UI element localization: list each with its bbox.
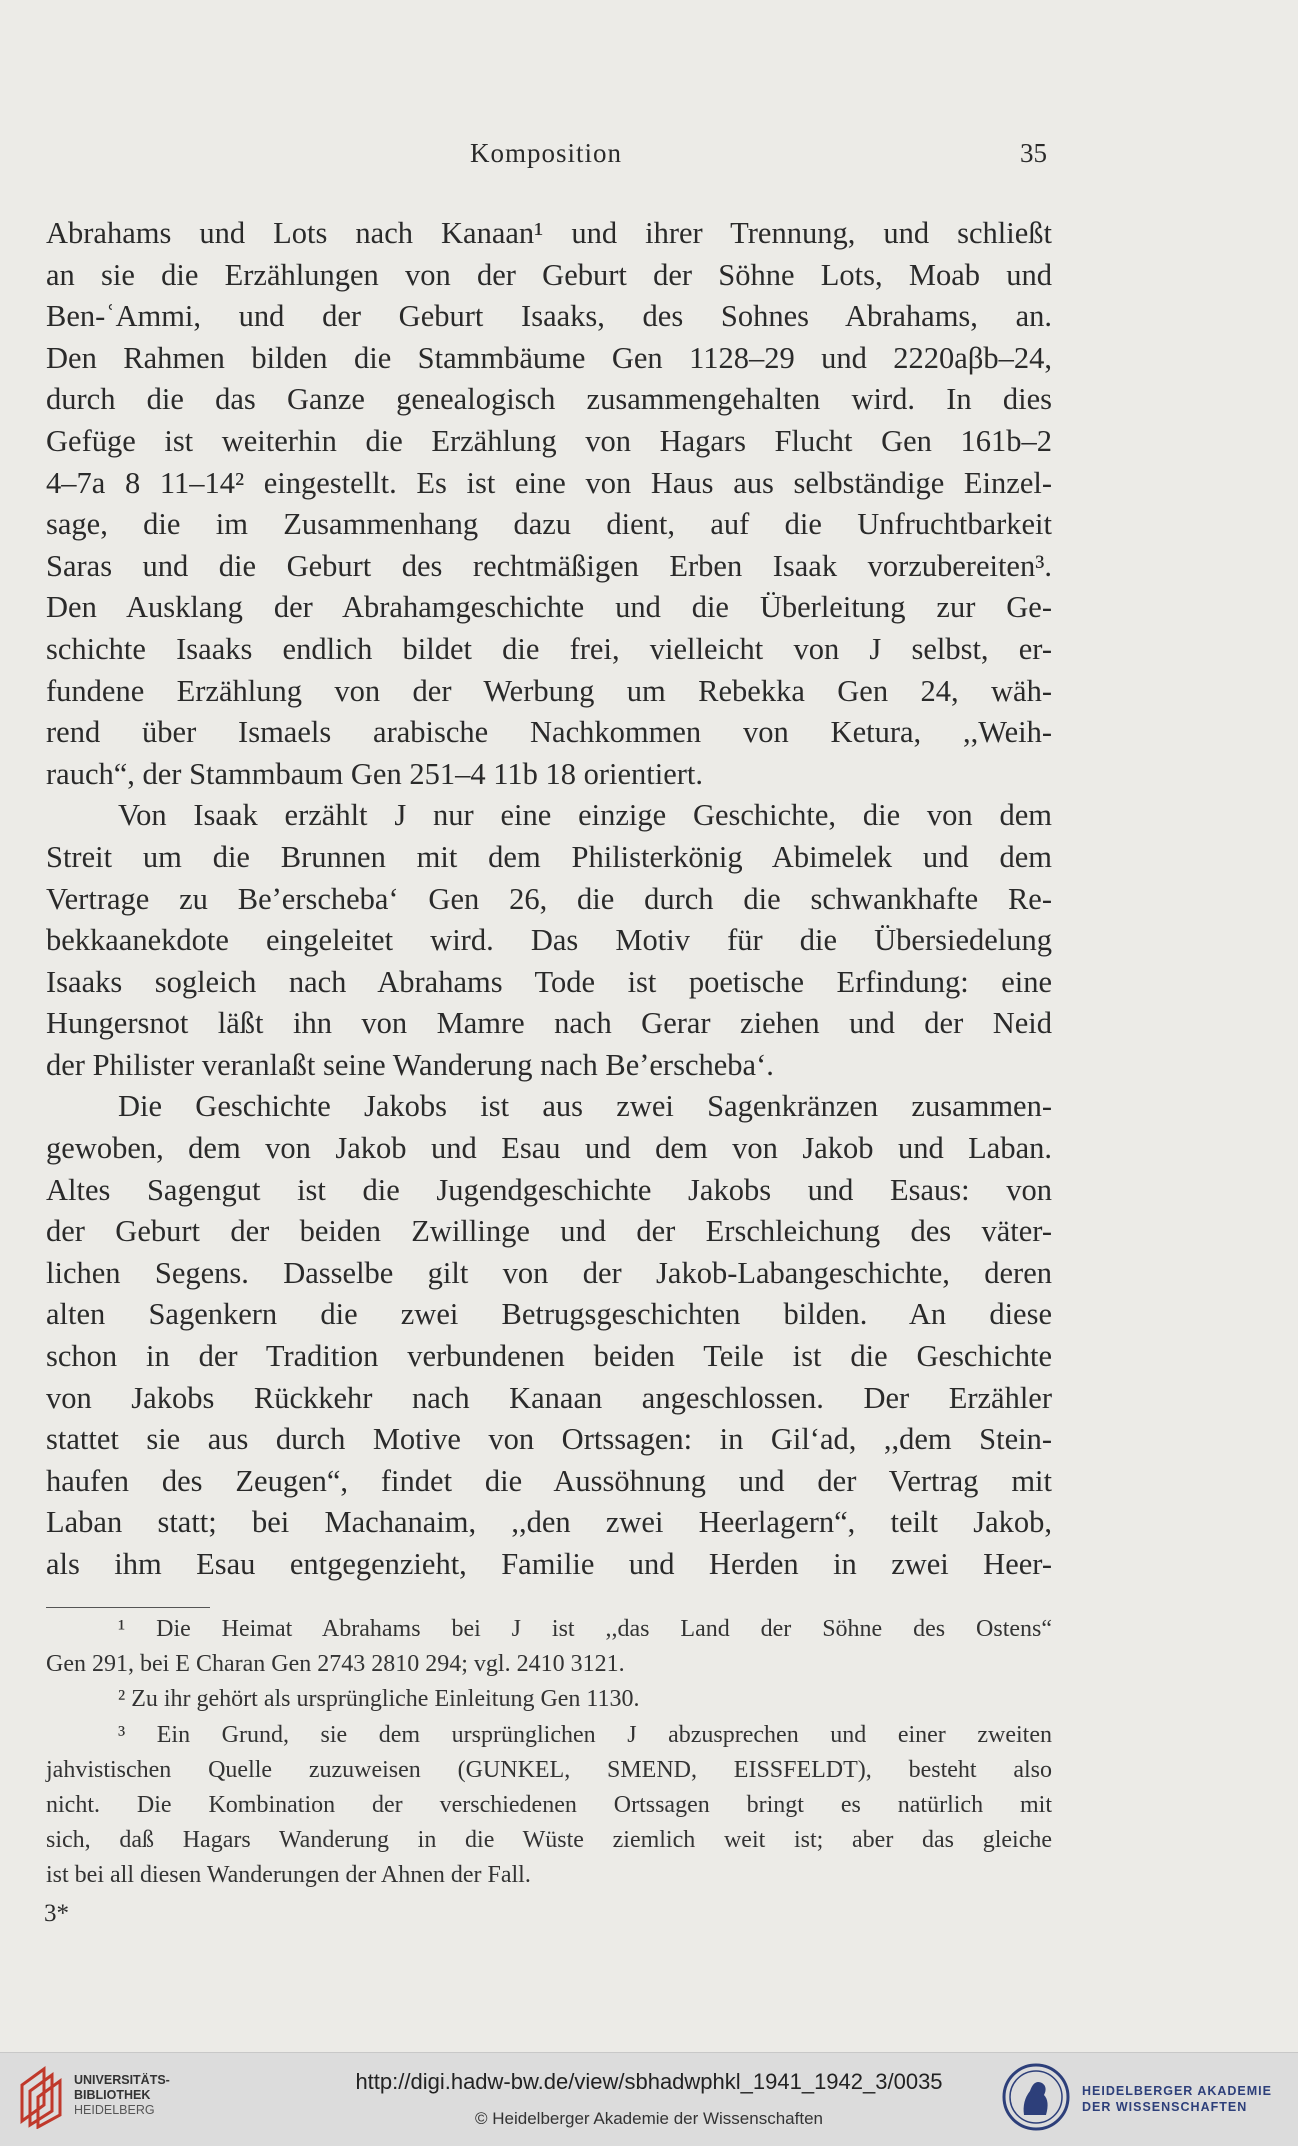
text-line: rauch“, der Stammbaum Gen 251–4 11b 18 orientiert. [46,756,703,791]
text-line: von Jakobs Rückkehr nach Kanaan angeschlossen. Der Erzähler [46,1380,1052,1415]
academy-seal-icon [1002,2061,1070,2133]
footnote-line: Gen 291, bei E Charan Gen 2743 2810 294; vgl. 2410 3121. [46,1651,625,1678]
running-head [0,138,1298,174]
text-line: der Geburt der beiden Zwillinge und der Erschleichung des väter- [46,1214,1052,1249]
library-name: UNIVERSITÄTS- BIBLIOTHEK HEIDELBERG [74,2073,170,2117]
text-line: stattet sie aus durch Motive von Ortssagen: in Gilʻad, ,,dem Stein- [46,1422,1052,1457]
footnote-line: jahvistischen Quelle zuzuweisen (GUNKEL, SMEND, EISSFELDT), besteht also [46,1756,1052,1783]
academy-name: HEIDELBERGER AKADEMIE DER WISSENSCHAFTEN [1082,2084,1272,2114]
text-line: gewoben, dem von Jakob und Esau und dem von Jakob und Laban. [46,1131,1052,1166]
footnote-line: sich, daß Hagars Wanderung in die Wüste ziemlich weit ist; aber das gleiche [46,1827,1052,1854]
running-head-title: Komposition [470,138,623,168]
signature-mark: 3* [44,1900,69,1927]
text-line: Laban statt; bei Machanaim, ,,den zwei Heerlagern“, teilt Jakob, [46,1505,1052,1540]
text-line: Hungersnot läßt ihn von Mamre nach Gerar ziehen und der Neid [46,1006,1052,1041]
text-line: lichen Segens. Dasselbe gilt von der Jakob-Labangeschichte, deren [46,1255,1052,1290]
body-text [46,213,1052,1586]
text-line: Gefüge ist weiterhin die Erzählung von Hagars Flucht Gen 161b–2 [46,423,1052,458]
text-line: bekkaanekdote eingeleitet wird. Das Motiv für die Übersiedelung [46,923,1052,958]
text-line: Vertrage zu Beʼerschebaʻ Gen 26, die durch die schwankhafte Re- [46,881,1052,916]
text-line: fundene Erzählung von der Werbung um Rebekka Gen 24, wäh- [46,673,1052,708]
text-line: sage, die im Zusammenhang dazu dient, auf die Unfruchtbarkeit [46,507,1052,542]
text-line: als ihm Esau entgegenzieht, Familie und Herden in zwei Heer- [46,1547,1052,1581]
paragraph-first-line: Die Geschichte Jakobs ist aus zwei Sagenkränzen zusammen- [118,1089,1052,1124]
text-line: durch die das Ganze genealogisch zusammengehalten wird. In dies [46,382,1052,417]
page-number: 35 [1020,138,1047,168]
text-line: Saras und die Geburt des rechtmäßigen Erben Isaak vorzubereiten³. [46,548,1052,583]
text-line: Isaaks sogleich nach Abrahams Tode ist poetische Erfindung: eine [46,964,1052,999]
text-line: Streit um die Brunnen mit dem Philisterkönig Abimelek und dem [46,839,1052,874]
text-line: haufen des Zeugen“, findet die Aussöhnung und der Vertrag mit [46,1463,1052,1498]
footnote-line: ³ Ein Grund, sie dem ursprünglichen J abzusprechen und einer zweiten [118,1721,1052,1748]
source-url-link[interactable]: http://digi.hadw-bw.de/view/sbhadwphkl_1941_1942_3/0035 [355,2069,943,2094]
viewer-footer [0,2052,1298,2146]
paragraph-first-line: Von Isaak erzählt J nur eine einzige Geschichte, die von dem [118,798,1052,833]
text-line: der Philister veranlaßt seine Wanderung nach Beʼerschebaʻ. [46,1047,774,1082]
text-line: Ben-ʿAmmi, und der Geburt Isaaks, des Sohnes Abrahams, an. [46,299,1052,334]
text-line: 4–7a 8 11–14² eingestellt. Es ist eine von Haus aus selbständige Einzel- [46,465,1052,500]
text-line: rend über Ismaels arabische Nachkommen von Ketura, ,,Weih- [46,715,1052,750]
copyright-notice: © Heidelberger Akademie der Wissenschaften [475,2109,823,2128]
text-line: Den Ausklang der Abrahamgeschichte und die Überleitung zur Ge- [46,590,1052,625]
footnote-divider [46,1607,210,1608]
text-line: Altes Sagengut ist die Jugendgeschichte Jakobs und Esaus: von [46,1172,1052,1207]
text-line: Abrahams und Lots nach Kanaan¹ und ihrer Trennung, und schließt [46,216,1052,250]
text-line: Den Rahmen bilden die Stammbäume Gen 1128–29 und 2220aβb–24, [46,340,1052,375]
footnotes [46,1612,1052,1894]
text-line: an sie die Erzählungen von der Geburt der Söhne Lots, Moab und [46,257,1052,292]
text-line: alten Sagenkern die zwei Betrugsgeschichten bilden. An diese [46,1297,1052,1332]
footnote-line: ¹ Die Heimat Abrahams bei J ist ,,das Land der Söhne des Ostens“ [118,1616,1052,1642]
footnote-line: nicht. Die Kombination der verschiedenen Ortssagen bringt es natürlich mit [46,1791,1052,1818]
text-line: schon in der Tradition verbundenen beiden Teile ist die Geschichte [46,1339,1052,1374]
footnote-line: ² Zu ihr gehört als ursprüngliche Einleitung Gen 1130. [118,1686,640,1713]
text-line: schichte Isaaks endlich bildet die frei, vielleicht von J selbst, er- [46,631,1052,666]
footnote-line: ist bei all diesen Wanderungen der Ahnen der Fall. [46,1862,531,1889]
